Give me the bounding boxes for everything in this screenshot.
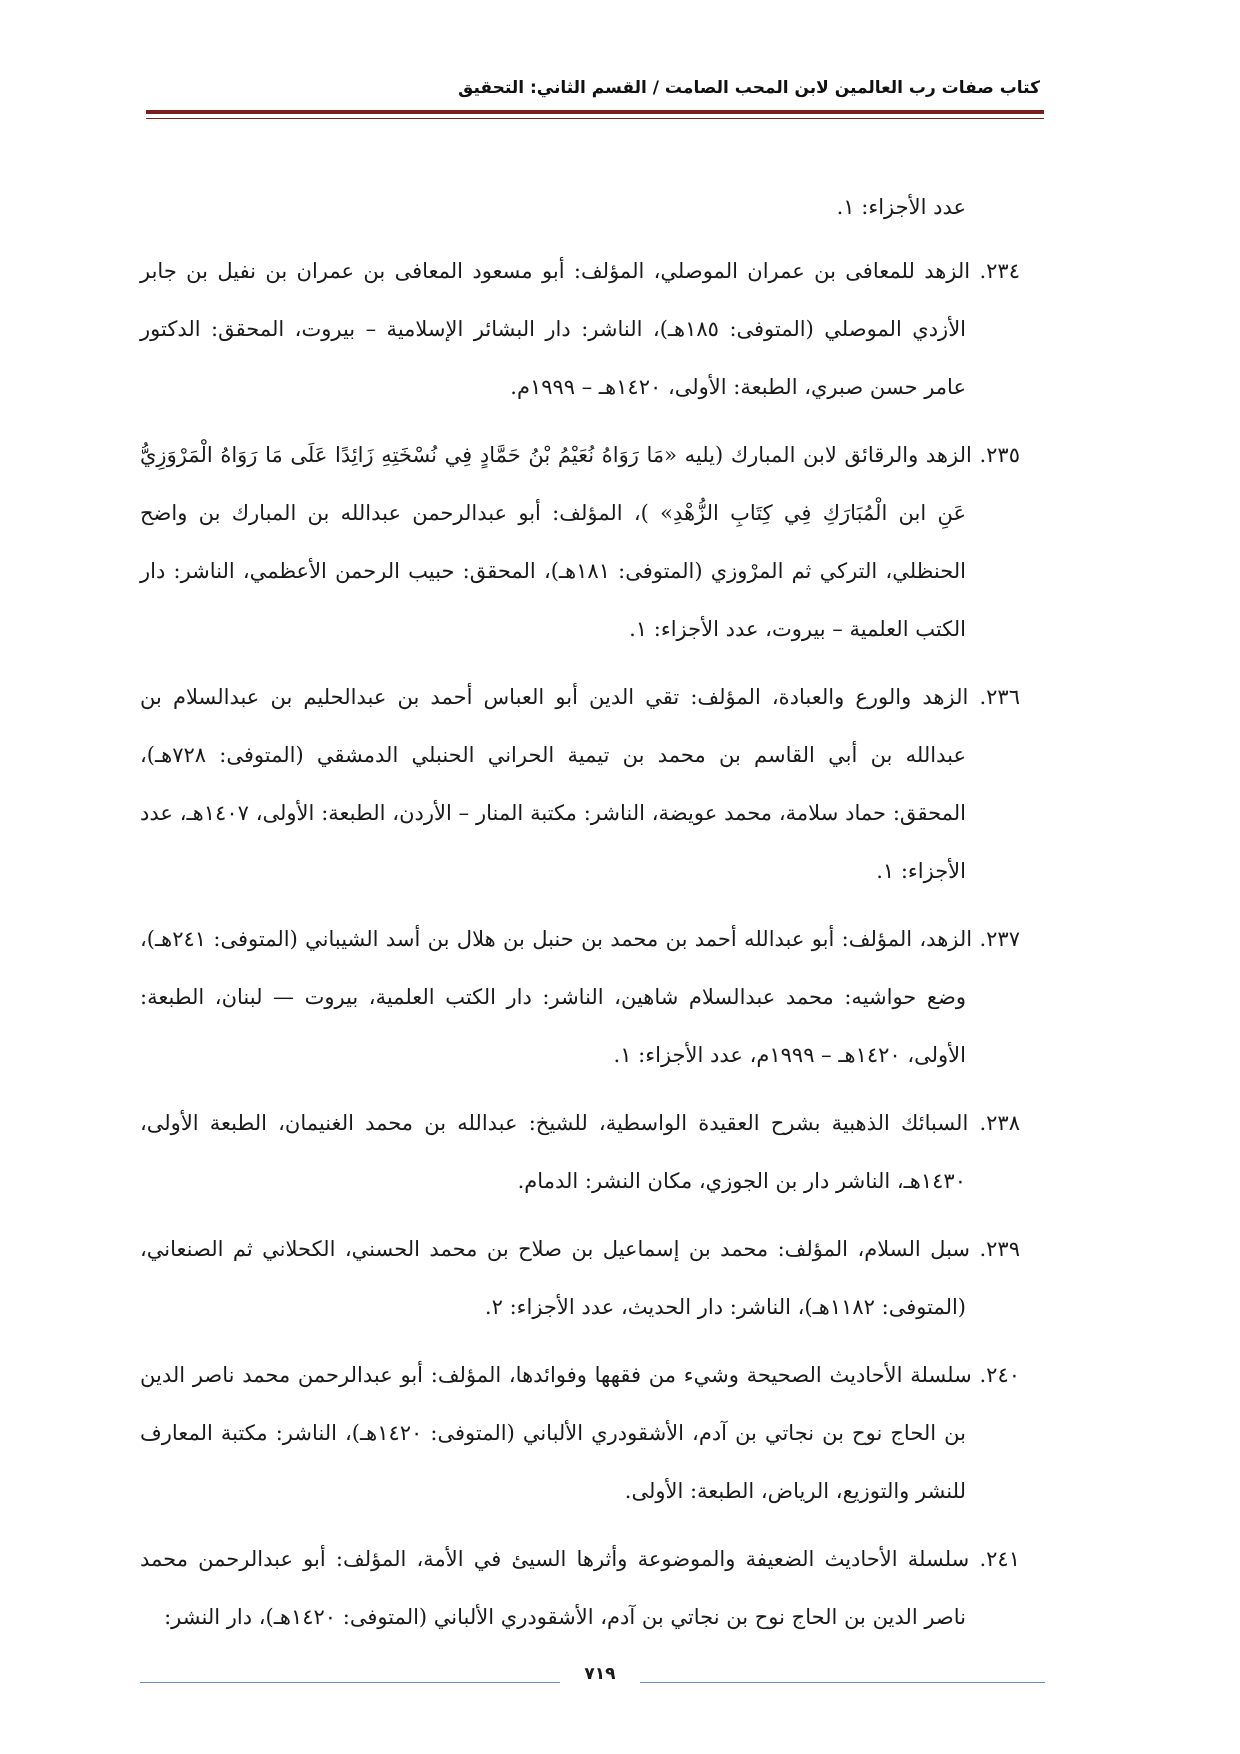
entry-text: الزهد والورع والعبادة، المؤلف: تقي الدين أبو العباس أحمد بن عبدالحليم بن عبدالسلام بن عبدالله بن أبي القاسم بن محمد بن تيمية الحراني الحنبلي الدمشقي (المتوفى: ٧٢٨هـ)، المحقق: حماد سلامة، محمد عويضة، الناشر: مكتبة المنار – الأردن، الطبعة: الأولى، ١٤٠٧هـ، عدد الأجزاء: ١. bbox=[140, 685, 969, 883]
bibliography-entry bbox=[140, 1530, 1020, 1646]
bibliography-entry bbox=[140, 668, 1020, 900]
entry-text: سبل السلام، المؤلف: محمد بن إسماعيل بن صلاح بن محمد الحسني، الكحلاني ثم الصنعاني، (المتوفى: ١١٨٢هـ)، الناشر: دار الحديث، عدد الأجزاء: ٢. bbox=[140, 1237, 971, 1319]
entry-number: ٢٣٥. bbox=[979, 443, 1020, 467]
entry-text: السبائك الذهبية بشرح العقيدة الواسطية، للشيخ: عبدالله بن محمد الغنيمان، الطبعة الأولى، ١٤٣٠هـ، الناشر دار بن الجوزي، مكان النشر: الدمام. bbox=[140, 1111, 969, 1193]
bibliography-entry bbox=[140, 426, 1020, 658]
entry-number: ٢٣٦. bbox=[979, 685, 1020, 709]
page-number: ٧١٩ bbox=[584, 1664, 616, 1684]
entry-number: ٢٤٠. bbox=[979, 1363, 1021, 1387]
entry-text: سلسلة الأحاديث الضعيفة والموضوعة وأثرها السيئ في الأمة، المؤلف: أبو عبدالرحمن محمد ناصر الدين بن الحاج نوح بن نجاتي بن آدم، الأشقودري الألباني (المتوفى: ١٤٢٠هـ)، دار النشر: bbox=[140, 1547, 970, 1629]
bibliography-list bbox=[140, 178, 1020, 1656]
bibliography-entry bbox=[140, 242, 1020, 416]
header-rule-thick bbox=[146, 110, 1044, 114]
bibliography-entry bbox=[140, 1346, 1020, 1520]
footer-rule-left bbox=[140, 1682, 560, 1683]
entry-text: الزهد والرقائق لابن المبارك (يليه «مَا رَوَاهُ نُعَيْمُ بْنُ حَمَّادٍ فِي نُسْخَتِهِ زَائِدًا عَلَى مَا رَوَاهُ الْمَرْوَزِيُّ عَنِ ابن الْمُبَارَكِ فِي كِتَابِ الزُّهْدِ» )، المؤلف: أبو عبدالرحمن عبدالله بن المبارك بن واضح الحنظلي، التركي ثم المرْوزي (المتوفى: ١٨١هـ)، المحقق: حبيب الرحمن الأعظمي، الناشر: دار الكتب العلمية – بيروت، عدد الأجزاء: ١. bbox=[140, 443, 972, 641]
entry-number: ٢٣٧. bbox=[979, 927, 1020, 951]
entry-text: سلسلة الأحاديث الصحيحة وشيء من فقهها وفوائدها، المؤلف: أبو عبدالرحمن محمد ناصر الدين بن الحاج نوح بن نجاتي بن آدم، الأشقودري الألباني (المتوفى: ١٤٢٠هـ)، الناشر: مكتبة المعارف للنشر والتوزيع، الرياض، الطبعة: الأولى. bbox=[140, 1363, 972, 1503]
continued-line: عدد الأجزاء: ١. bbox=[836, 195, 966, 219]
footer-rule-right bbox=[640, 1682, 1045, 1683]
bibliography-entry bbox=[140, 1220, 1020, 1336]
bibliography-entry bbox=[140, 1094, 1020, 1210]
running-header: كتاب صفات رب العالمين لابن المحب الصامت / القسم الثاني: التحقيق bbox=[458, 78, 1040, 98]
bibliography-entry bbox=[140, 910, 1020, 1084]
entry-text: الزهد، المؤلف: أبو عبدالله أحمد بن محمد بن حنبل بن هلال بن أسد الشيباني (المتوفى: ٢٤١هـ)، وضع حواشيه: محمد عبدالسلام شاهين، الناشر: دار الكتب العلمية، بيروت — لبنان، الطبعة: الأولى، ١٤٢٠هـ – ١٩٩٩م، عدد الأجزاء: ١. bbox=[140, 927, 973, 1067]
header-rule-thin bbox=[146, 118, 1044, 119]
entry-number: ٢٣٩. bbox=[979, 1237, 1020, 1261]
entry-text: الزهد للمعافى بن عمران الموصلي، المؤلف: أبو مسعود المعافى بن عمران بن نفيل بن جابر الأزدي الموصلي (المتوفى: ١٨٥هـ)، الناشر: دار البشائر الإسلامية – بيروت، المحقق: الدكتور عامر حسن صبري، الطبعة: الأولى، ١٤٢٠هـ – ١٩٩٩م. bbox=[140, 259, 971, 399]
entry-number: ٢٣٨. bbox=[979, 1111, 1020, 1135]
entry-number: ٢٤١. bbox=[979, 1547, 1020, 1571]
entry-number: ٢٣٤. bbox=[979, 259, 1020, 283]
